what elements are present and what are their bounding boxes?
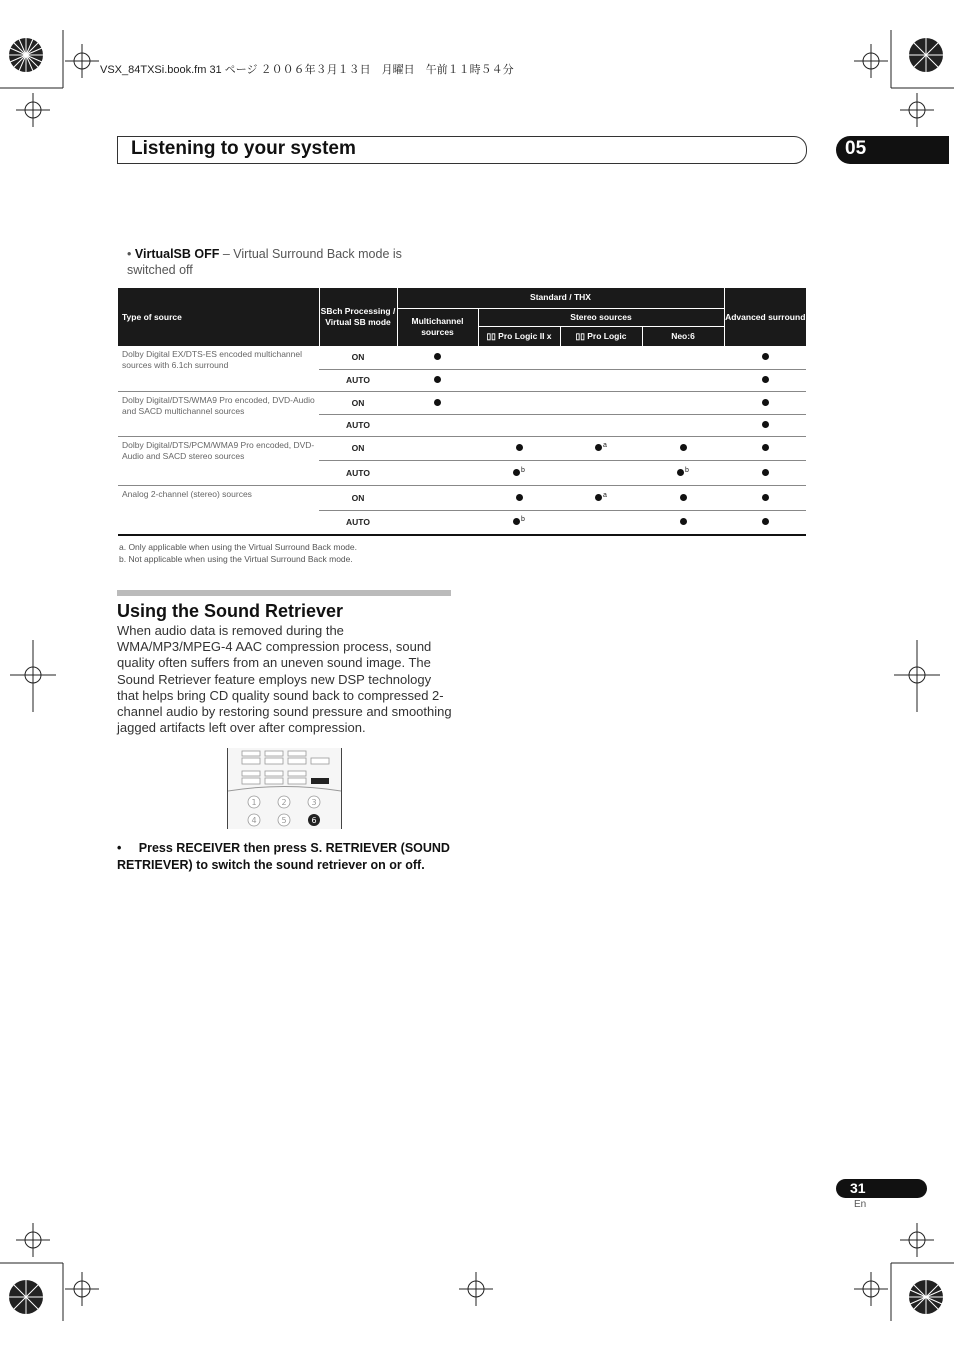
dot-icon <box>513 469 520 476</box>
key-1: 1 <box>251 798 257 807</box>
key-5: 5 <box>281 816 287 825</box>
registration-target-icon <box>854 1272 888 1306</box>
instruction-text: Press RECEIVER then press S. RETRIEVER (SOUND RETRIEVER) to switch the sound retriever on or off. <box>117 841 450 872</box>
key-3: 3 <box>311 798 317 807</box>
bullet-mark: • <box>127 247 132 261</box>
source-name: Dolby Digital EX/DTS-ES encoded multichannel sources with 6.1ch surround <box>118 346 319 391</box>
registration-target-icon <box>10 640 56 712</box>
dot-icon <box>434 399 441 406</box>
header-stereo-sources: Stereo sources <box>478 308 724 326</box>
header-sbch-mode: SBch Processing / Virtual SB mode <box>319 288 397 346</box>
page-title: Listening to your system <box>131 138 356 159</box>
dot-icon <box>513 518 520 525</box>
key-4: 4 <box>251 816 257 825</box>
surround-mode-table <box>118 288 806 536</box>
mode-auto: AUTO <box>319 369 397 391</box>
dot-icon <box>434 353 441 360</box>
key-6: 6 <box>311 816 317 825</box>
dot-icon <box>516 494 523 501</box>
mode-on: ON <box>319 436 397 460</box>
dot-icon <box>762 353 769 360</box>
bullet-virtualsb-off <box>127 246 447 278</box>
mode-auto: AUTO <box>319 414 397 436</box>
dot-icon <box>680 494 687 501</box>
starburst-icon <box>9 38 43 72</box>
dot-icon <box>762 399 769 406</box>
mode-on: ON <box>319 485 397 510</box>
instruction-mark: • <box>117 841 122 855</box>
page-number: 31 <box>850 1180 866 1196</box>
dot-icon <box>595 494 602 501</box>
header-standard-thx: Standard / THX <box>397 288 724 308</box>
mode-auto: AUTO <box>319 460 397 485</box>
registration-target-icon <box>16 93 50 127</box>
registration-target-icon <box>894 640 940 712</box>
dot-icon <box>762 469 769 476</box>
dot-icon <box>434 376 441 383</box>
mode-on: ON <box>319 346 397 369</box>
footnote-ref-a: a <box>603 491 607 499</box>
source-name: Dolby Digital/DTS/PCM/WMA9 Pro encoded, DVD-Audio and SACD stereo sources <box>118 436 319 485</box>
chapter-tab <box>836 136 949 164</box>
registration-target-icon <box>900 93 934 127</box>
starburst-icon <box>909 1280 943 1314</box>
dot-icon <box>680 444 687 451</box>
header-neo6: Neo:6 <box>642 326 724 346</box>
table-row <box>118 346 806 369</box>
dot-icon <box>680 518 687 525</box>
footnote-ref-b: b <box>521 466 525 474</box>
footnote-b: b. Not applicable when using the Virtual Surround Back mode. <box>119 554 353 564</box>
mode-auto: AUTO <box>319 510 397 535</box>
dot-icon <box>516 444 523 451</box>
table-row <box>118 436 806 460</box>
footnote-ref-a: a <box>603 442 607 449</box>
source-name: Dolby Digital/DTS/WMA9 Pro encoded, DVD-Audio and SACD multichannel sources <box>118 391 319 436</box>
page-number-tab <box>836 1179 927 1198</box>
page-title-bar <box>117 136 807 164</box>
dot-icon <box>677 469 684 476</box>
instruction <box>117 840 452 873</box>
dot-icon <box>595 444 602 451</box>
dot-icon <box>762 444 769 451</box>
header-pro-logic-iix: ▯▯ Pro Logic II x <box>478 326 560 346</box>
key-2: 2 <box>281 798 287 807</box>
registration-target-icon <box>16 1223 50 1257</box>
dot-icon <box>762 421 769 428</box>
source-name: Analog 2-channel (stereo) sources <box>118 485 319 535</box>
starburst-icon <box>9 1280 43 1314</box>
registration-target-icon <box>854 44 888 78</box>
section-divider <box>117 590 451 596</box>
registration-target-icon <box>900 1223 934 1257</box>
registration-target-icon <box>65 1272 99 1306</box>
mode-on: ON <box>319 391 397 414</box>
registration-target-icon <box>65 44 99 78</box>
dot-icon <box>762 518 769 525</box>
footnote-a: a. Only applicable when using the Virtual Surround Back mode. <box>119 542 357 552</box>
section-body: When audio data is removed during the WMA/MP3/MPEG-4 AAC compression process, sound quality often suffers from an uneven sound image. The Sound Retriever feature employs new DSP technology that helps bring CD quality sound back to compressed 2-channel audio by restoring sound pressure and smoothing jagged artifacts left over after compression. <box>117 623 452 736</box>
table-row <box>118 391 806 414</box>
language-code: En <box>854 1199 867 1210</box>
bullet-text: – Virtual Surround Back mode is switched off <box>127 247 402 277</box>
footnote-ref-b: b <box>685 466 689 474</box>
chapter-number: 05 <box>845 138 867 159</box>
starburst-icon <box>909 38 943 72</box>
section-title: Using the Sound Retriever <box>117 601 344 621</box>
registration-target-icon <box>459 1272 493 1306</box>
header-pro-logic: ▯▯ Pro Logic <box>560 326 642 346</box>
bullet-label: VirtualSB OFF <box>134 247 220 261</box>
file-header: VSX_84TXSi.book.fm 31 ページ ２００６年３月１３日 月曜日 午前１１時５４分 <box>100 64 514 76</box>
remote-control-illustration <box>227 748 342 829</box>
header-type-of-source: Type of source <box>118 288 319 346</box>
header-advanced-surround: Advanced surround <box>724 288 806 346</box>
table-row <box>118 485 806 510</box>
dot-icon <box>762 376 769 383</box>
footnote-ref-b: b <box>521 516 525 524</box>
dot-icon <box>762 494 769 501</box>
header-multichannel: Multichannel sources <box>397 308 478 346</box>
remote-keypad-icon <box>228 748 341 829</box>
